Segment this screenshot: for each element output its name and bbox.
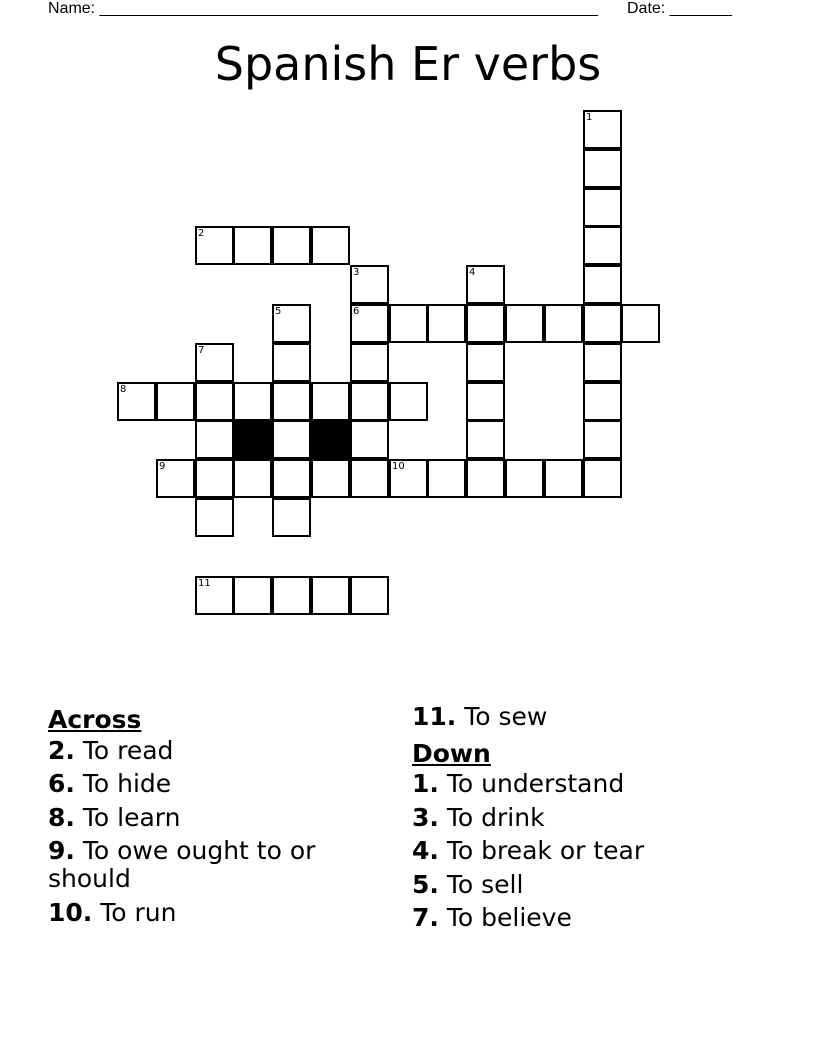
clues-column-left — [48, 703, 378, 932]
clue-across-10 — [48, 899, 378, 927]
crossword-cell[interactable] — [272, 420, 311, 459]
clue-text: To believe — [446, 903, 572, 932]
clue-number-label: 3 — [353, 267, 360, 278]
clue-number-label: 1 — [586, 112, 593, 123]
clue-down-3 — [412, 804, 792, 832]
crossword-cell[interactable] — [466, 304, 505, 343]
page-title: Spanish Er verbs — [214, 37, 602, 91]
crossword-cell[interactable] — [427, 304, 466, 343]
clue-across-2 — [48, 737, 378, 765]
crossword-cell[interactable] — [195, 420, 234, 459]
clue-text: To learn — [82, 802, 181, 832]
crossword-cell[interactable] — [544, 304, 583, 343]
crossword-cell[interactable] — [233, 576, 272, 615]
crossword-cell[interactable] — [505, 304, 544, 343]
crossword-cell-1[interactable] — [583, 110, 622, 149]
crossword-cell-3[interactable] — [350, 265, 389, 304]
crossword-cell[interactable] — [544, 459, 583, 498]
crossword-cell[interactable] — [583, 265, 622, 304]
crossword-cell[interactable] — [311, 576, 350, 615]
crossword-cell[interactable] — [311, 226, 350, 265]
crossword-cell[interactable] — [233, 226, 272, 265]
crossword-cell[interactable] — [272, 459, 311, 498]
clue-number-label: 2 — [198, 228, 205, 239]
clue-number: 11. — [412, 702, 457, 731]
crossword-cell[interactable] — [583, 420, 622, 459]
clue-number: 10. — [48, 897, 93, 927]
clue-text: To read — [82, 735, 174, 765]
clue-across-9 — [48, 837, 378, 893]
clue-text: To break or tear — [446, 836, 645, 865]
clue-number-label: 4 — [469, 267, 476, 278]
crossword-cell[interactable] — [350, 382, 389, 421]
crossword-cell[interactable] — [156, 382, 195, 421]
crossword-cell[interactable] — [350, 576, 389, 615]
crossword-cell-11[interactable] — [195, 576, 234, 615]
clue-number-label: 8 — [120, 384, 127, 395]
clue-number-label: 7 — [198, 345, 205, 356]
date-field-label: Date: _______ — [627, 0, 732, 17]
clue-across-11 — [412, 703, 792, 731]
clue-number-label: 11 — [198, 578, 211, 589]
crossword-cell[interactable] — [466, 382, 505, 421]
crossword-cell[interactable] — [195, 382, 234, 421]
clue-down-5 — [412, 871, 792, 899]
crossword-cell[interactable] — [621, 304, 660, 343]
clue-number: 4. — [412, 836, 439, 865]
crossword-cell[interactable] — [583, 343, 622, 382]
clue-number-label: 9 — [159, 461, 166, 472]
crossword-cell[interactable] — [505, 459, 544, 498]
clue-text: To drink — [446, 802, 545, 832]
crossword-cell[interactable] — [466, 343, 505, 382]
crossword-cell[interactable] — [583, 304, 622, 343]
crossword-cell[interactable] — [389, 382, 428, 421]
across-heading: Across — [48, 705, 142, 734]
clue-number: 3. — [412, 802, 439, 832]
crossword-cell[interactable] — [233, 382, 272, 421]
crossword-cell[interactable] — [583, 382, 622, 421]
crossword-cell[interactable] — [272, 576, 311, 615]
clue-text: To run — [100, 897, 177, 927]
clue-down-1 — [412, 770, 792, 798]
crossword-cell[interactable] — [272, 498, 311, 537]
crossword-cell[interactable] — [272, 343, 311, 382]
clue-number: 2. — [48, 735, 75, 765]
clue-number: 9. — [48, 836, 75, 865]
crossword-cell[interactable] — [583, 149, 622, 188]
crossword-cell[interactable] — [466, 459, 505, 498]
crossword-block — [233, 420, 272, 459]
crossword-cell[interactable] — [389, 304, 428, 343]
down-heading: Down — [412, 738, 491, 768]
clue-down-7 — [412, 904, 792, 932]
crossword-cell-4[interactable] — [466, 265, 505, 304]
clues-column-right — [412, 703, 792, 938]
crossword-cell[interactable] — [350, 343, 389, 382]
crossword-cell-9[interactable] — [156, 459, 195, 498]
crossword-cell[interactable] — [350, 459, 389, 498]
crossword-cell[interactable] — [583, 226, 622, 265]
crossword-cell[interactable] — [311, 459, 350, 498]
crossword-cell-2[interactable] — [195, 226, 234, 265]
clue-text: To sew — [464, 702, 548, 731]
crossword-cell-6[interactable] — [350, 304, 389, 343]
crossword-block — [311, 420, 350, 459]
clue-number: 6. — [48, 769, 75, 798]
clue-text: To understand — [446, 769, 625, 798]
clue-number-label: 10 — [392, 461, 405, 472]
crossword-cell-5[interactable] — [272, 304, 311, 343]
crossword-cell[interactable] — [272, 226, 311, 265]
clue-number-label: 6 — [353, 306, 360, 317]
crossword-cell[interactable] — [195, 459, 234, 498]
clue-across-6 — [48, 770, 378, 798]
clue-text: To sell — [446, 869, 524, 899]
name-field-label: Name: ________________________________________________________ — [48, 0, 598, 17]
crossword-cell[interactable] — [195, 498, 234, 537]
clue-across-8 — [48, 804, 378, 832]
clue-down-4 — [412, 837, 792, 865]
crossword-cell[interactable] — [583, 459, 622, 498]
crossword-cell[interactable] — [311, 382, 350, 421]
clue-number: 1. — [412, 769, 439, 798]
clue-text: To owe ought to or should — [48, 836, 316, 893]
crossword-cell[interactable] — [350, 420, 389, 459]
clue-number: 7. — [412, 903, 439, 932]
clue-text: To hide — [82, 769, 172, 798]
crossword-cell[interactable] — [272, 382, 311, 421]
crossword-cell[interactable] — [583, 188, 622, 227]
crossword-cell-8[interactable] — [117, 382, 156, 421]
crossword-cell-10[interactable] — [389, 459, 428, 498]
clue-number: 8. — [48, 802, 75, 832]
clue-number: 5. — [412, 869, 439, 899]
crossword-cell[interactable] — [427, 459, 466, 498]
crossword-cell-7[interactable] — [195, 343, 234, 382]
clue-number-label: 5 — [275, 306, 282, 317]
crossword-cell[interactable] — [233, 459, 272, 498]
crossword-cell[interactable] — [466, 420, 505, 459]
